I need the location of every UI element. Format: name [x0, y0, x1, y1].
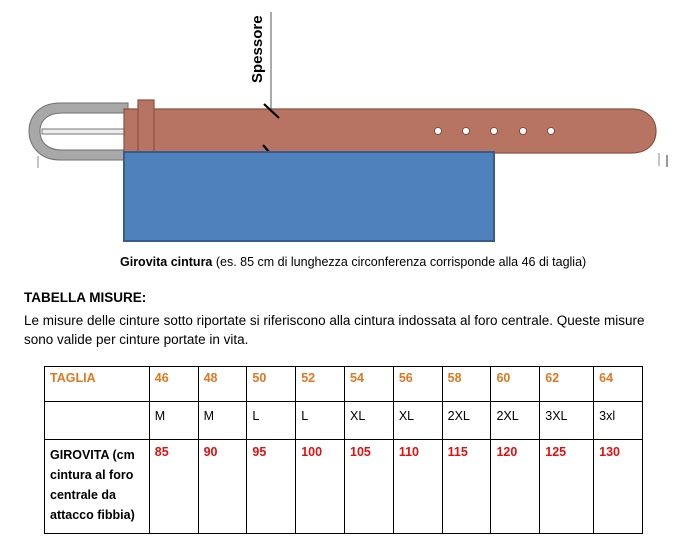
table-cell: XL: [345, 402, 394, 440]
caption-bold: Girovita cintura: [120, 255, 213, 269]
belt-hole: [520, 128, 527, 135]
table-cell: 54: [345, 367, 394, 402]
belt-diagram: [0, 0, 688, 250]
table-row-letters: [45, 402, 643, 440]
table-cell: M: [198, 402, 247, 440]
table-cell: 2XL: [491, 402, 540, 440]
table-cell: 52: [296, 367, 345, 402]
belt-hole: [435, 128, 442, 135]
belt-hole: [463, 128, 470, 135]
table-cell: 58: [442, 367, 491, 402]
table-cell: 3xl: [594, 402, 643, 440]
table-cell: 64: [594, 367, 643, 402]
table-cell: 2XL: [442, 402, 491, 440]
table-row-girth: [45, 440, 643, 534]
table-cell: M: [149, 402, 198, 440]
table-cell: 85: [149, 440, 198, 534]
table-cell: 48: [198, 367, 247, 402]
table-cell: 50: [247, 367, 296, 402]
table-cell-label: GIROVITA (cm cintura al foro centrale da attacco fibbia): [45, 440, 150, 534]
table-cell-label: [45, 402, 150, 440]
table-cell: L: [296, 402, 345, 440]
belt-hole: [548, 128, 555, 135]
table-cell: 60: [491, 367, 540, 402]
buckle-prong: [42, 129, 132, 134]
size-table: [44, 366, 643, 534]
diagram-caption: [120, 255, 586, 269]
caption-text: (es. 85 cm di lunghezza circonferenza corrisponde alla 46 di taglia): [212, 255, 587, 269]
table-cell-label: TAGLIA: [45, 367, 150, 402]
page-title: TABELLA MISURE:: [24, 290, 147, 305]
waist-box: [124, 152, 494, 241]
table-cell: 120: [491, 440, 540, 534]
table-cell: 130: [594, 440, 643, 534]
table-cell: 100: [296, 440, 345, 534]
table-cell: 90: [198, 440, 247, 534]
table-cell: 95: [247, 440, 296, 534]
table-cell: 125: [540, 440, 594, 534]
belt-strap: [124, 109, 656, 153]
table-cell: 62: [540, 367, 594, 402]
table-cell: 56: [393, 367, 442, 402]
table-cell: L: [247, 402, 296, 440]
table-cell: 3XL: [540, 402, 594, 440]
table-cell: 115: [442, 440, 491, 534]
table-cell: 46: [149, 367, 198, 402]
table-cell: XL: [393, 402, 442, 440]
table-cell: 110: [393, 440, 442, 534]
thickness-label: Spessore: [249, 15, 266, 83]
belt-hole: [491, 128, 498, 135]
table-cell: 105: [345, 440, 394, 534]
belt-loop: [138, 100, 154, 156]
table-row-sizes: [45, 367, 643, 402]
description: Le misure delle cinture sotto riportate si riferiscono alla cintura indossata al foro centrale. Queste misure sono valide per cinture portate in vita.: [24, 313, 645, 347]
